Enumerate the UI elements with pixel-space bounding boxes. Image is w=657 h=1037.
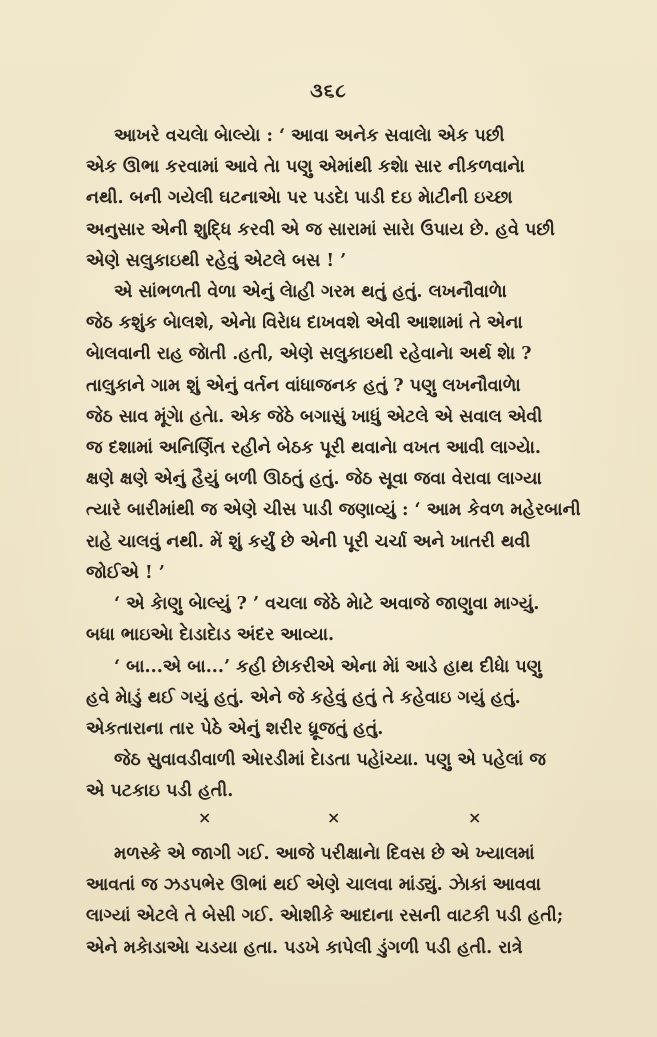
paragraph-3	[86, 589, 591, 651]
text-line: એક ઊભા કરવામાં આવે તેા પણુ એમાંથી કશેા સાર નીકળવાનેા	[86, 157, 525, 178]
text-line: જ દશામાં અનિર્ણિત રહીને બેઠક પૂરી થવાનેા વખત આવી લાગ્યેા.	[86, 437, 542, 458]
text-line: ત્યારે બારીમાંથી જ એણે ચીસ પાડી જણાવ્યું : ‘ આમ કેવળ મહેરબાની	[86, 500, 581, 521]
text-line: બેાલવાની રાહ જેાતી .હતી, એણે સલુકાઇથી રહેવાનેા અર્થ શેા ?	[86, 344, 532, 365]
paragraph-4	[86, 652, 591, 746]
section-break-mark: ×	[198, 808, 212, 827]
text-line: ‘ એ કેાણુ બેાલ્યું ? ’ વચલા જેઠે મેાટે અવાજે જાણુવા માગ્યું.	[114, 594, 540, 614]
paragraph-2	[86, 277, 591, 589]
paragraph-5	[86, 745, 591, 807]
text-line: અનુસાર એની શુદ્ધિ કરવી એ જ સારામાં સારેા ઉપાય છે. હવે પછી	[86, 219, 555, 240]
text-line: એ સાંભળતી વેળા એનું લેાહી ગરમ થતું હતું. લખનૌવાળેા	[114, 282, 507, 302]
text-line: ક્ષણે ક્ષણે એનું હૈયું બળી ઊઠતું હતું. જેઠ સૂવા જવા વેરાવા લાગ્યા	[86, 469, 542, 490]
text-line: હવે મેાડું થઈ ગયું હતું. એને જે કહેવું હતું તે કહેવાઇ ગયું હતું.	[86, 688, 521, 709]
paragraph-1	[86, 121, 591, 277]
text-line: જોઈએ ! ’	[86, 562, 165, 583]
text-line: નથી. બની ગયેલી ઘટનાએા પર પડદેા પાડી દઇ મેાટીની ઇચ્છા	[86, 188, 513, 209]
text-line: આવતાં જ ઝડપભેર ઊભાં થઈ એણે ચાલવા માંડ્યું. ઝેાકાં આવવા	[86, 875, 541, 896]
text-line: જેઠ કશુંક બેાલશે, એનેા વિરેાધ દાખવશે એવી આશામાં તે એના	[86, 313, 523, 334]
text-line: જેઠ સાવ મૂંગેા હતેા. એક જેઠે બગાસું ખાધું એટલે એ સવાલ એવી	[86, 406, 543, 427]
section-break-mark: ×	[468, 808, 482, 827]
text-line: તાલુકાને ગામ શું એનું વર્તન વાંધાજનક હતું ? પણુ લખનૌવાળેા	[86, 375, 521, 396]
paragraph-6	[86, 839, 591, 964]
text-line: એને મકેાડાએા ચડયા હતા. પડખે કાપેલી ડુંગળી પડી હતી. રાત્રે	[86, 937, 523, 958]
text-line: આખરે વચલેા બેાલ્યેા : ‘ આવા અનેક સવાલેા એક પછી	[114, 126, 505, 146]
text-line: મળસ્કે એ જાગી ગઈ. આજે પરીક્ષાનેા દિવસ છે એ ખ્યાલમાં	[114, 844, 535, 864]
section-break-mark: ×	[327, 808, 341, 827]
text-line: ‘ બા...એ બા...’ કહી છેાકરીએ એના મેાં આડે હાથ દીધેા પણુ	[114, 657, 542, 677]
text-line: એ પટકાઇ પડી હતી.	[86, 781, 234, 802]
text-line: એણે સલુકાઇથી રહેવું એટલે બસ ! ’	[86, 250, 347, 271]
text-line: લાગ્યાં એટલે તે બેસી ગઈ. એાશીકે આદાના રસની વાટકી પડી હતી;	[86, 906, 564, 927]
text-line: જેઠ સુવાવડીવાળી એારડીમાં દેાડતા પહેાંચ્યા. પણુ એ પહેલાં જ	[114, 750, 546, 770]
text-line: બધા ભાઇએા દેાડાદેાડ અંદર આવ્યા.	[86, 625, 335, 646]
text-line: રાહે ચાલવું નથી. મેં શું કર્યું છે એની પૂરી ચર્ચા અને ખાતરી થવી	[86, 531, 531, 552]
page-number: ૩૬૮	[310, 80, 347, 102]
text-line: એકતારાના તાર પેઠે એનું શરીર ધ્રૂજતું હતું.	[86, 719, 384, 740]
